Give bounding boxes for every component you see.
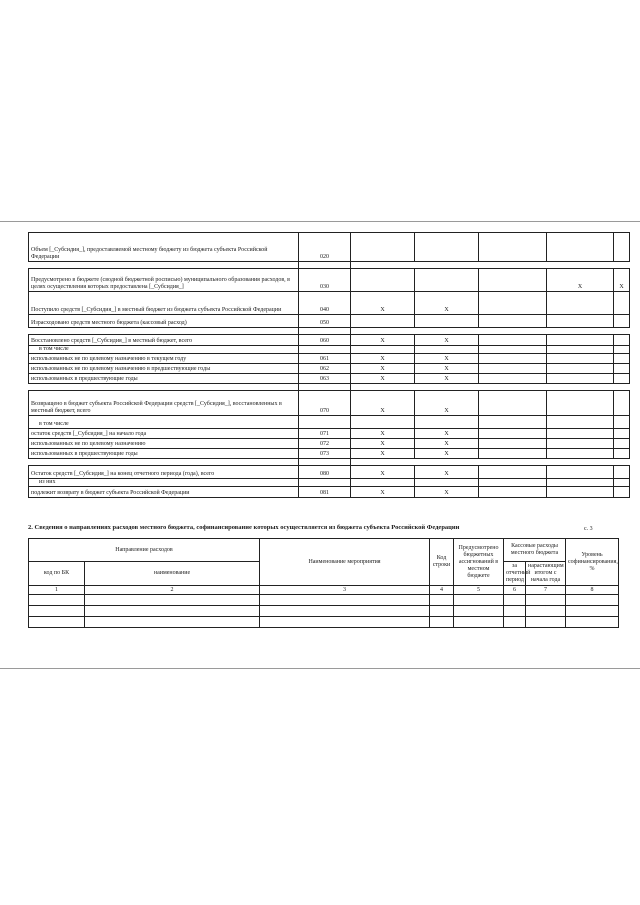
value-cell	[547, 466, 614, 479]
row-code: 071	[299, 429, 351, 439]
value-cell: X	[351, 466, 415, 479]
value-cell	[479, 233, 547, 262]
value-cell	[547, 292, 614, 315]
value-cell: X	[547, 269, 614, 292]
value-cell	[547, 439, 614, 449]
value-cell	[614, 335, 630, 346]
row-r040	[29, 292, 630, 315]
value-cell	[351, 416, 415, 429]
value-cell	[479, 269, 547, 292]
empty-cell	[430, 606, 454, 617]
row-r030	[29, 269, 630, 292]
header-event: Наименование мероприятия	[260, 539, 430, 586]
value-cell: X	[351, 354, 415, 364]
column-number: 2	[85, 586, 260, 595]
empty-cell	[454, 606, 504, 617]
row-code	[299, 416, 351, 429]
row-label: Возвращено в бюджет субъекта Российской Федерации средств [_Субсидия_], восстановленных в местный бюджет, всего	[29, 391, 299, 416]
value-cell: X	[351, 335, 415, 346]
value-cell	[614, 487, 630, 498]
column-number: 4	[430, 586, 454, 595]
gap-row	[29, 384, 630, 391]
empty-cell	[526, 606, 566, 617]
row-r020	[29, 233, 630, 262]
row-label: Объем [_Субсидия_], предоставляемой местному бюджету из бюджета субъекта Российской Федерации	[29, 233, 299, 262]
page-reference: с. 3	[584, 526, 593, 532]
row-r060s	[29, 346, 630, 354]
value-cell	[547, 449, 614, 459]
row-label: использованных в предшествующие годы	[29, 374, 299, 384]
gap-cell	[415, 262, 479, 269]
gap-cell	[547, 459, 614, 466]
value-cell	[547, 374, 614, 384]
empty-cell	[504, 595, 526, 606]
value-cell: X	[415, 439, 479, 449]
row-code: 080	[299, 466, 351, 479]
row-r061	[29, 354, 630, 364]
gap-cell	[547, 262, 614, 269]
value-cell: X	[415, 364, 479, 374]
empty-cell	[85, 617, 260, 628]
value-cell	[614, 364, 630, 374]
value-cell	[351, 233, 415, 262]
column-number: 1	[29, 586, 85, 595]
value-cell	[479, 292, 547, 315]
gap-cell	[299, 328, 351, 335]
empty-cell	[29, 617, 85, 628]
expense-directions-table	[28, 538, 619, 628]
value-cell: X	[415, 335, 479, 346]
gap-cell	[351, 459, 415, 466]
value-cell	[479, 354, 547, 364]
value-cell	[479, 439, 547, 449]
row-label: остаток средств [_Субсидия_] на начало года	[29, 429, 299, 439]
header-cash: Кассовые расходы местного бюджета	[504, 539, 566, 562]
empty-cell	[430, 595, 454, 606]
value-cell	[479, 487, 547, 498]
row-label: использованных не по целевому назначению в предшествующие годы	[29, 364, 299, 374]
row-r050	[29, 315, 630, 328]
gap-row	[29, 459, 630, 466]
value-cell: X	[415, 292, 479, 315]
gap-cell	[547, 328, 614, 335]
value-cell	[351, 346, 415, 354]
gap-cell	[614, 384, 630, 391]
header-line-code: Код строки	[430, 539, 454, 586]
value-cell	[614, 374, 630, 384]
header-level: Уровень софинансирования, %	[566, 539, 619, 586]
value-cell	[547, 233, 614, 262]
value-cell	[415, 269, 479, 292]
row-label: Предусмотрено в бюджете (сводной бюджетной росписью) муниципального образования расходов, в целях осуществления которых предоставлена [_Субсидия_]	[29, 269, 299, 292]
gap-cell	[29, 459, 299, 466]
row-r062	[29, 364, 630, 374]
value-cell	[479, 374, 547, 384]
row-code: 040	[299, 292, 351, 315]
row-r071	[29, 429, 630, 439]
row-code: 063	[299, 374, 351, 384]
value-cell: X	[415, 429, 479, 439]
empty-cell	[526, 595, 566, 606]
empty-cell	[504, 617, 526, 628]
gap-cell	[614, 262, 630, 269]
scan-line-top	[0, 221, 640, 222]
value-cell: X	[351, 364, 415, 374]
gap-cell	[299, 384, 351, 391]
gap-cell	[351, 384, 415, 391]
value-cell	[547, 391, 614, 416]
empty-cell	[566, 595, 619, 606]
table2-body	[29, 586, 619, 628]
gap-cell	[415, 384, 479, 391]
value-cell	[479, 479, 547, 487]
gap-cell	[614, 459, 630, 466]
header-planned: Предусмотрено бюджетных ассигнований в местном бюджете	[454, 539, 504, 586]
value-cell	[479, 315, 547, 328]
value-cell	[479, 391, 547, 416]
value-cell	[547, 416, 614, 429]
empty-cell	[85, 606, 260, 617]
gap-cell	[479, 262, 547, 269]
table1-sheet	[28, 232, 630, 498]
value-cell: X	[415, 354, 479, 364]
value-cell	[614, 449, 630, 459]
value-cell: X	[614, 269, 630, 292]
value-cell	[547, 479, 614, 487]
table-row	[29, 617, 619, 628]
table-row	[29, 595, 619, 606]
header-direction: Направление расходов	[29, 539, 260, 562]
row-code: 050	[299, 315, 351, 328]
value-cell	[479, 346, 547, 354]
row-label: использованных не по целевому назначению в текущем году	[29, 354, 299, 364]
gap-cell	[299, 459, 351, 466]
row-code: 081	[299, 487, 351, 498]
gap-cell	[299, 262, 351, 269]
value-cell	[614, 315, 630, 328]
value-cell	[547, 346, 614, 354]
value-cell: X	[415, 487, 479, 498]
row-label: Израсходовано средств местного бюджета (кассовый расход)	[29, 315, 299, 328]
value-cell	[415, 233, 479, 262]
value-cell	[614, 439, 630, 449]
empty-cell	[29, 606, 85, 617]
scan-line-bottom	[0, 668, 640, 669]
subsidy-report-table	[28, 232, 630, 498]
row-label: использованных в предшествующие годы	[29, 449, 299, 459]
column-number: 6	[504, 586, 526, 595]
value-cell	[547, 335, 614, 346]
row-code: 060	[299, 335, 351, 346]
row-label: в том числе	[29, 416, 299, 429]
value-cell: X	[415, 449, 479, 459]
row-code	[299, 346, 351, 354]
row-label: Остаток средств [_Субсидия_] на конец отчетного периода (года), всего	[29, 466, 299, 479]
header-ytd: нарастающим итогом с начала года	[526, 562, 566, 586]
column-number: 3	[260, 586, 430, 595]
table-row	[29, 606, 619, 617]
column-number: 7	[526, 586, 566, 595]
gap-cell	[29, 384, 299, 391]
gap-cell	[29, 328, 299, 335]
gap-cell	[351, 262, 415, 269]
value-cell	[614, 233, 630, 262]
gap-row	[29, 328, 630, 335]
gap-cell	[29, 262, 299, 269]
value-cell	[547, 487, 614, 498]
row-label: Восстановлено средств [_Субсидия_] в местный бюджет, всего	[29, 335, 299, 346]
row-r060	[29, 335, 630, 346]
value-cell: X	[351, 292, 415, 315]
row-r080s	[29, 479, 630, 487]
row-r070	[29, 391, 630, 416]
gap-cell	[479, 459, 547, 466]
value-cell: X	[351, 374, 415, 384]
column-number: 8	[566, 586, 619, 595]
row-label: подлежит возврату в бюджет субъекта Российской Федерации	[29, 487, 299, 498]
value-cell	[614, 391, 630, 416]
row-code: 062	[299, 364, 351, 374]
row-label: Поступило средств [_Субсидия_] в местный бюджет из бюджета субъекта Российской Федерации	[29, 292, 299, 315]
value-cell	[479, 449, 547, 459]
value-cell	[614, 466, 630, 479]
table1-body	[29, 233, 630, 498]
gap-cell	[351, 328, 415, 335]
value-cell	[479, 364, 547, 374]
row-label: в том числе	[29, 346, 299, 354]
value-cell	[479, 466, 547, 479]
row-r063	[29, 374, 630, 384]
gap-cell	[479, 328, 547, 335]
value-cell	[351, 315, 415, 328]
value-cell	[415, 346, 479, 354]
value-cell	[614, 416, 630, 429]
empty-cell	[504, 606, 526, 617]
row-code: 072	[299, 439, 351, 449]
empty-cell	[526, 617, 566, 628]
empty-cell	[260, 617, 430, 628]
value-cell: X	[351, 487, 415, 498]
value-cell	[415, 416, 479, 429]
header-period: за отчетный период	[504, 562, 526, 586]
empty-cell	[260, 595, 430, 606]
row-code: 061	[299, 354, 351, 364]
value-cell: X	[415, 391, 479, 416]
empty-cell	[566, 617, 619, 628]
row-code: 030	[299, 269, 351, 292]
empty-cell	[566, 606, 619, 617]
column-number: 5	[454, 586, 504, 595]
value-cell	[351, 269, 415, 292]
row-r081	[29, 487, 630, 498]
value-cell	[614, 292, 630, 315]
section2-title: 2. Сведения о направлениях расходов местного бюджета, софинансирование которых осуществляется из бюджета субъекта Российской Федерации	[28, 524, 460, 531]
row-label: из них	[29, 479, 299, 487]
value-cell	[547, 354, 614, 364]
value-cell	[614, 354, 630, 364]
gap-cell	[415, 328, 479, 335]
gap-row	[29, 262, 630, 269]
row-r080	[29, 466, 630, 479]
row-code	[299, 479, 351, 487]
value-cell	[351, 479, 415, 487]
column-number-row	[29, 586, 619, 595]
header-name: наименование	[85, 562, 260, 586]
gap-cell	[547, 384, 614, 391]
row-r073	[29, 449, 630, 459]
value-cell	[479, 416, 547, 429]
value-cell: X	[351, 449, 415, 459]
value-cell	[614, 346, 630, 354]
value-cell	[479, 429, 547, 439]
gap-cell	[614, 328, 630, 335]
gap-cell	[479, 384, 547, 391]
value-cell: X	[415, 466, 479, 479]
row-code: 020	[299, 233, 351, 262]
row-r070s	[29, 416, 630, 429]
value-cell	[547, 315, 614, 328]
value-cell	[415, 479, 479, 487]
row-label: использованных не по целевому назначению	[29, 439, 299, 449]
value-cell: X	[351, 391, 415, 416]
row-code: 070	[299, 391, 351, 416]
value-cell	[547, 364, 614, 374]
gap-cell	[415, 459, 479, 466]
value-cell	[614, 479, 630, 487]
empty-cell	[454, 617, 504, 628]
value-cell	[479, 335, 547, 346]
row-code: 073	[299, 449, 351, 459]
value-cell: X	[351, 439, 415, 449]
value-cell	[614, 429, 630, 439]
value-cell	[415, 315, 479, 328]
value-cell: X	[351, 429, 415, 439]
empty-cell	[85, 595, 260, 606]
value-cell	[547, 429, 614, 439]
empty-cell	[260, 606, 430, 617]
row-r072	[29, 439, 630, 449]
value-cell: X	[415, 374, 479, 384]
empty-cell	[29, 595, 85, 606]
empty-cell	[454, 595, 504, 606]
header-kbk: код по БК	[29, 562, 85, 586]
empty-cell	[430, 617, 454, 628]
